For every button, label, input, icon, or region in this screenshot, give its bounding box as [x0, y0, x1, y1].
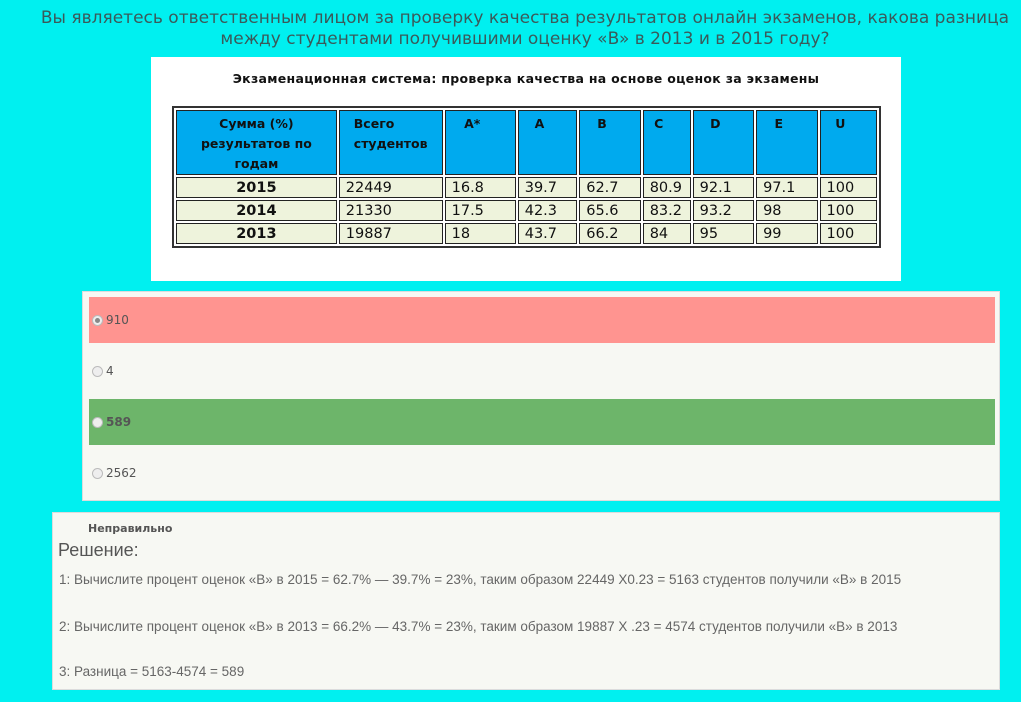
table-cell: 80.9	[643, 177, 691, 198]
table-cell: 99	[756, 223, 817, 244]
table-row	[176, 223, 877, 244]
table-cell: 84	[643, 223, 691, 244]
year-cell: 2015	[176, 177, 337, 198]
table-cell: 93.2	[693, 200, 754, 221]
header-cell: D	[693, 110, 754, 175]
radio-button-icon[interactable]	[92, 468, 103, 479]
table-cell: 66.2	[579, 223, 640, 244]
answer-option[interactable]	[89, 450, 995, 496]
question-text	[30, 8, 1020, 50]
table-cell: 97.1	[756, 177, 817, 198]
table-cell: 65.6	[579, 200, 640, 221]
radio-button-icon[interactable]	[92, 417, 103, 428]
figure-title: Экзаменационная система: проверка качества на основе оценок за экзамены	[232, 71, 820, 86]
table-cell: 39.7	[518, 177, 578, 198]
answer-option[interactable]	[89, 348, 995, 394]
table-cell: 92.1	[693, 177, 754, 198]
answer-options	[82, 291, 1000, 501]
table-cell: 43.7	[518, 223, 578, 244]
header-cell: A*	[445, 110, 516, 175]
table-cell: 100	[820, 177, 877, 198]
table-cell: 100	[820, 200, 877, 221]
table-cell: 98	[756, 200, 817, 221]
table-cell: 95	[693, 223, 754, 244]
table-row	[176, 177, 877, 198]
solution-step: 1: Вычислите процент оценок «B» в 2015 = 62.7% — 39.7% = 23%, таким образом 22449 X0.23 = 5163 студентов получили «B» в 2015	[59, 572, 902, 587]
solution-step: 3: Разница = 5163-4574 = 589	[59, 664, 245, 679]
question-line-1: Вы являетесь ответственным лицом за проверку качества результатов онлайн экзаменов, какова разница	[40, 8, 1010, 28]
table-cell: 22449	[339, 177, 443, 198]
answer-option-wrong[interactable]	[89, 297, 995, 343]
year-cell: 2014	[176, 200, 337, 221]
table-cell: 18	[445, 223, 516, 244]
question-figure	[151, 57, 901, 281]
table-cell: 19887	[339, 223, 443, 244]
radio-button-icon[interactable]	[92, 366, 103, 377]
grades-table	[172, 106, 881, 248]
table-cell: 17.5	[445, 200, 516, 221]
solution-step: 2: Вычислите процент оценок «B» в 2013 = 66.2% — 43.7% = 23%, таким образом 19887 X .23 = 4574 студентов получили «B» в 2013	[59, 619, 898, 634]
table-cell: 83.2	[643, 200, 691, 221]
solution-panel	[52, 512, 1000, 690]
table-cell: 100	[820, 223, 877, 244]
header-cell: B	[579, 110, 640, 175]
table-cell: 62.7	[579, 177, 640, 198]
header-cell: C	[643, 110, 691, 175]
table-cell: 42.3	[518, 200, 578, 221]
table-cell: 16.8	[445, 177, 516, 198]
verdict-label: Неправильно	[88, 522, 173, 535]
year-cell: 2013	[176, 223, 337, 244]
answer-label: 4	[106, 364, 114, 378]
answer-label: 589	[106, 415, 132, 429]
table-header-row	[176, 110, 877, 175]
answer-label: 910	[106, 313, 129, 327]
header-cell: E	[756, 110, 817, 175]
radio-button-selected-icon[interactable]	[92, 315, 103, 326]
header-cell: U	[820, 110, 877, 175]
table-cell: 21330	[339, 200, 443, 221]
header-cell: Сумма (%) результатов по годам	[176, 110, 337, 175]
solution-heading: Решение:	[58, 540, 139, 560]
question-line-2: между студентами получившими оценку «B» в 2013 и в 2015 году?	[220, 29, 830, 49]
table-row	[176, 200, 877, 221]
answer-option-correct[interactable]	[89, 399, 995, 445]
answer-label: 2562	[106, 466, 137, 480]
header-cell: A	[518, 110, 578, 175]
header-cell: Всего студентов	[339, 110, 443, 175]
